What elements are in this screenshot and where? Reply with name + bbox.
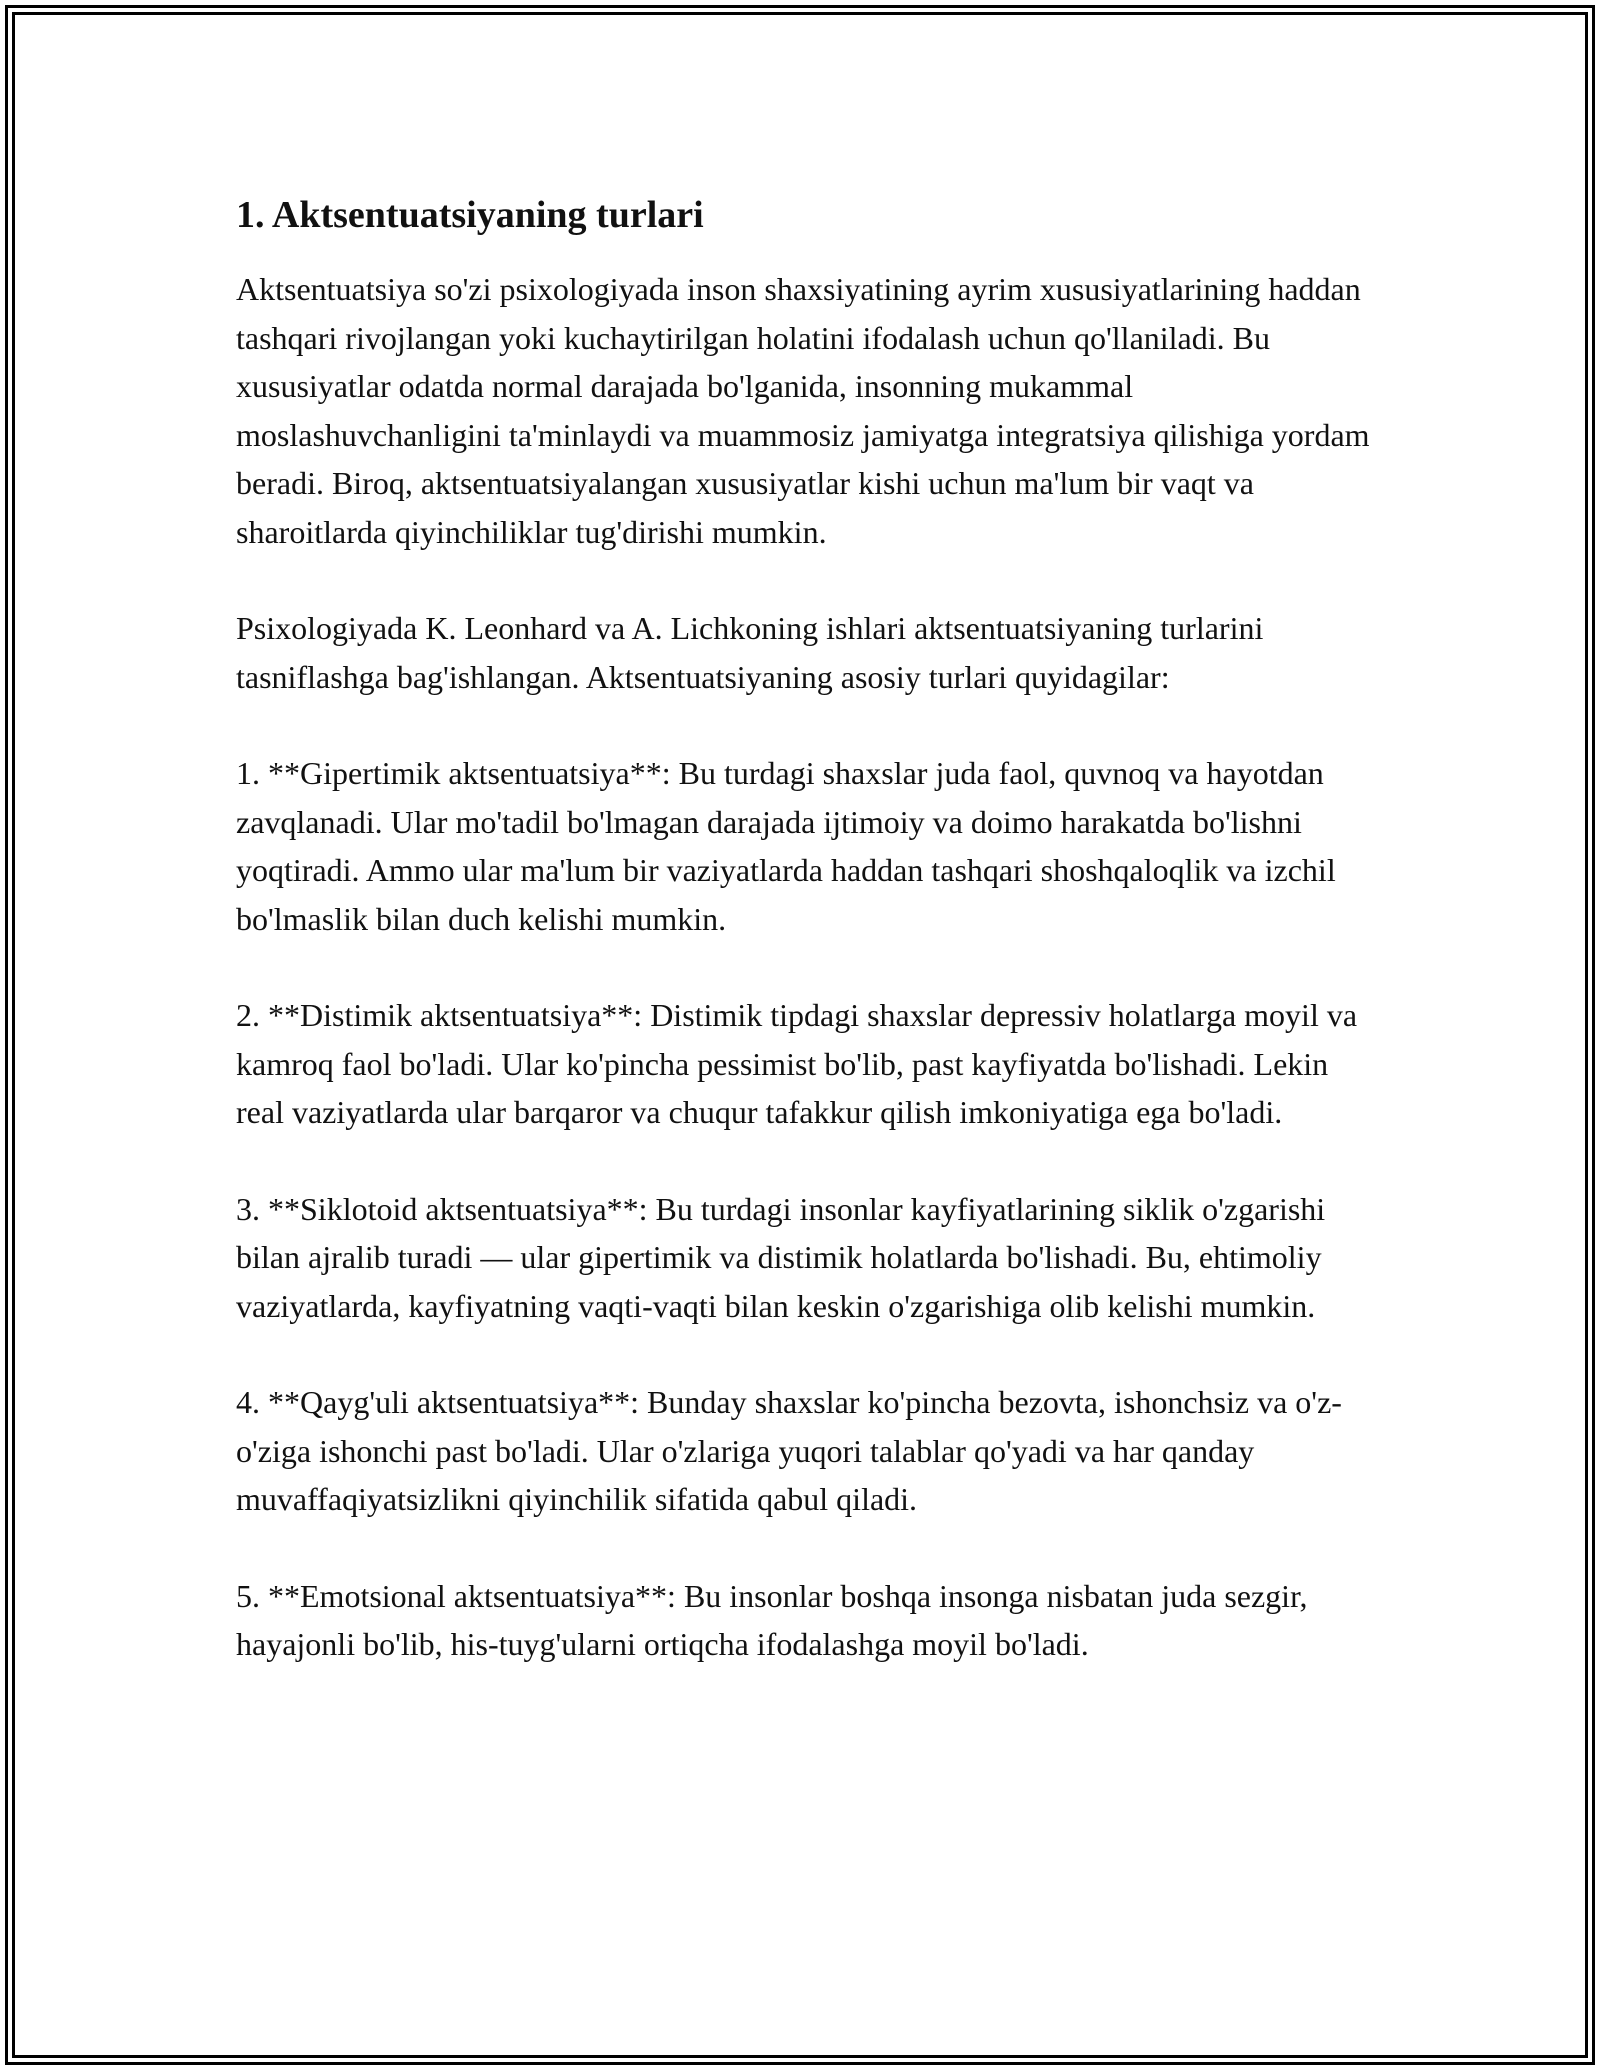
paragraph-type-3: 3. **Siklotoid aktsentuatsiya**: Bu turdagi insonlar kayfiyatlarining siklik o'zgarishi bilan ajralib turadi — ular gipertimik va distimik holatlarda bo'lishadi. Bu, ehtimoliy vaziyatlarda, kayfiyatning vaqti-vaqti bilan keskin o'zgarishiga olib kelishi mumkin. — [236, 1190, 1326, 1324]
document-body — [236, 187, 1376, 1669]
paragraph-type-5: 5. **Emotsional aktsentuatsiya**: Bu insonlar boshqa insonga nisbatan juda sezgir, hayajonli bo'lib, his-tuyg'ularni ortiqcha ifodalashga moyil bo'ladi. — [236, 1577, 1308, 1662]
paragraph-type-2: 2. **Distimik aktsentuatsiya**: Distimik tipdagi shaxslar depressiv holatlarga moyil va kamroq faol bo'ladi. Ular ko'pincha pessimist bo'lib, past kayfiyatda bo'lishadi. Lekin real vaziyatlarda ular barqaror va chuqur tafakkur qilish imkoniyatiga ega bo'ladi. — [236, 997, 1358, 1130]
paragraph-classification: Psixologiyada K. Leonhard va A. Lichkoning ishlari aktsentuatsiyaning turlarini tasniflashga bag'ishlangan. Aktsentuatsiyaning asosiy turlari quyidagilar: — [236, 610, 1264, 695]
section-heading: 1. Aktsentuatsiyaning turlari — [236, 194, 704, 236]
paragraph-type-4: 4. **Qayg'uli aktsentuatsiya**: Bunday shaxslar ko'pincha bezovta, ishonchsiz va o'z-o'ziga ishonchi past bo'ladi. Ular o'zlariga yuqori talablar qo'yadi va har qanday muvaffaqiyatsizlikni qiyinchilik sifatida qabul qiladi. — [236, 1384, 1342, 1517]
paragraph-intro: Aktsentuatsiya so'zi psixologiyada inson shaxsiyatining ayrim xususiyatlarining haddan tashqari rivojlangan yoki kuchaytirilgan holatini ifodalash uchun qo'llaniladi. Bu xususiyatlar odatda normal darajada bo'lganida, insonning mukammal moslashuvchanligini ta'minlaydi va muammosiz jamiyatga integratsiya qilishiga yordam beradi. Biroq, aktsentuatsiyalangan xususiyatlar kishi uchun ma'lum bir vaqt va sharoitlarda qiyinchiliklar tug'dirishi mumkin. — [236, 271, 1370, 550]
paragraph-type-1: 1. **Gipertimik aktsentuatsiya**: Bu turdagi shaxslar juda faol, quvnoq va hayotdan zavqlanadi. Ular mo'tadil bo'lmagan darajada ijtimoiy va doimo harakatda bo'lishni yoqtiradi. Ammo ular ma'lum bir vaziyatlarda haddan tashqari shoshqaloqlik va izchil bo'lmaslik bilan duch kelishi mumkin. — [236, 755, 1336, 937]
